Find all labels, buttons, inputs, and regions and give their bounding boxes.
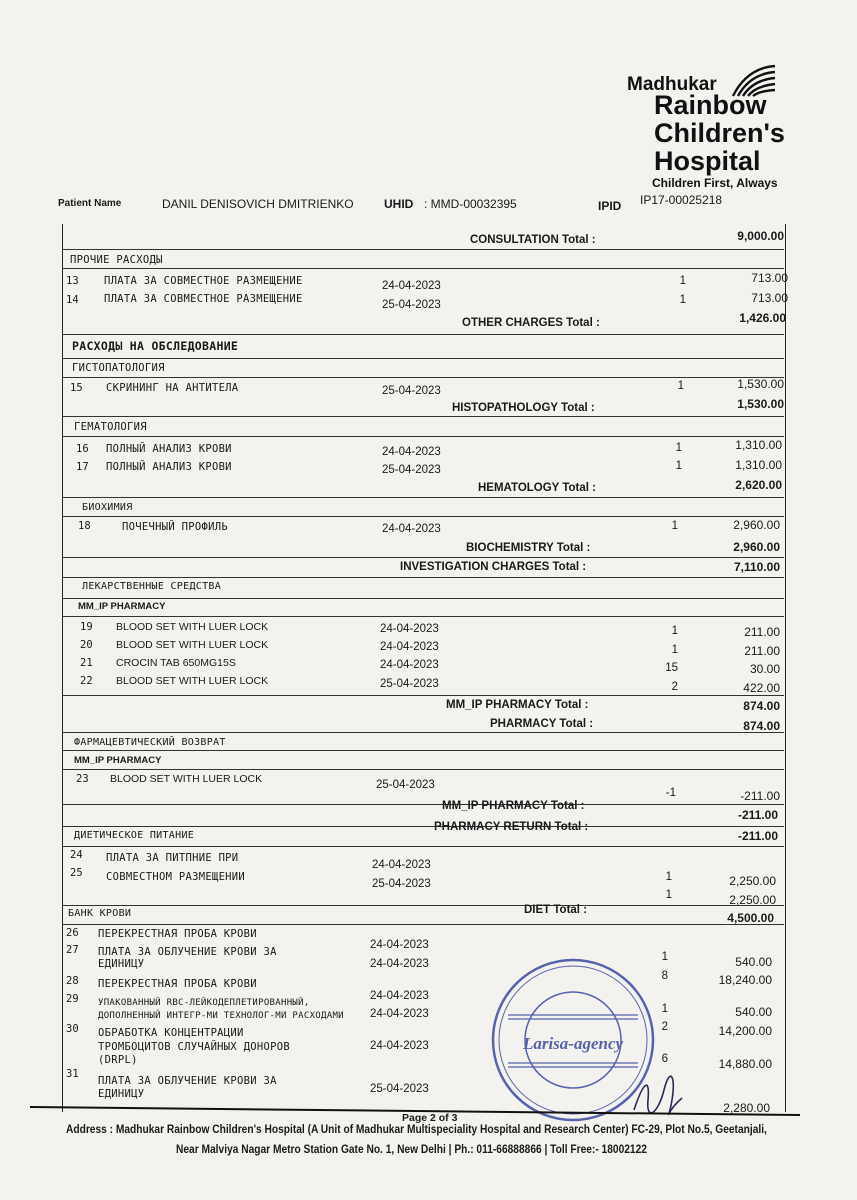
row-no: 14: [66, 294, 79, 306]
row-date: 24-04-2023: [370, 958, 429, 970]
row-no: 29: [66, 993, 79, 1005]
diet-total-label: DIET Total :: [524, 904, 588, 916]
row-date: 24-04-2023: [370, 990, 429, 1002]
rule: [62, 616, 784, 617]
row-amount: 713.00: [751, 291, 788, 305]
row-desc: ПЕРЕКРЕСТНАЯ ПРОБА КРОВИ: [98, 978, 257, 990]
row-date: 24-04-2023: [380, 623, 439, 635]
row-date: 25-04-2023: [382, 299, 441, 311]
row-qty: 15: [665, 662, 678, 674]
row-qty: 2: [671, 681, 678, 693]
row-qty: 1: [671, 644, 678, 656]
pharmacy-subheading: MM_IP PHARMACY: [78, 601, 166, 612]
logo-line-2: Children's: [654, 118, 785, 148]
row-no: 19: [80, 621, 93, 633]
row-date: 24-04-2023: [380, 641, 439, 653]
row-amount: 2,250.00: [729, 874, 776, 888]
row-amount: 2,280.00: [723, 1101, 770, 1115]
row-date: 24-04-2023: [382, 446, 441, 458]
biochemistry-total-label: BIOCHEMISTRY Total :: [466, 542, 591, 554]
row-qty: 1: [675, 442, 682, 454]
pharmacy-total-value: 874.00: [743, 719, 780, 733]
row-date: 25-04-2023: [370, 1083, 429, 1095]
row-qty: 8: [661, 970, 668, 982]
row-date: 24-04-2023: [370, 1040, 429, 1052]
other-charges-total-value: 1,426.00: [739, 311, 786, 325]
signature-icon: [628, 1070, 688, 1118]
row-amount: 18,240.00: [718, 973, 772, 987]
rule: [62, 804, 784, 805]
row-date: 25-04-2023: [380, 678, 439, 690]
consultation-total-label: CONSULTATION Total :: [470, 234, 596, 246]
row-date: 25-04-2023: [382, 464, 441, 476]
rule: [62, 846, 784, 847]
row-date: 25-04-2023: [372, 878, 431, 890]
rule: [62, 436, 784, 437]
row-desc: BLOOD SET WITH LUER LOCK: [116, 675, 269, 687]
row-date: 24-04-2023: [382, 523, 441, 535]
hematology-total-value: 2,620.00: [735, 478, 782, 492]
investigation-total-value: 7,110.00: [733, 560, 780, 574]
other-charges-total-label: OTHER CHARGES Total :: [462, 317, 600, 329]
rule: [62, 577, 784, 578]
pharmacy-return-total-value: -211.00: [737, 829, 778, 843]
return-mm-ip-total-value: -211.00: [737, 808, 778, 822]
row-amount: 540.00: [735, 955, 772, 969]
row-qty: -1: [665, 787, 676, 799]
investigation-heading: РАСХОДЫ НА ОБСЛЕДОВАНИЕ: [72, 339, 239, 353]
row-qty: 1: [677, 380, 684, 392]
rule: [62, 769, 784, 770]
row-desc: ПОЧЕЧНЫЙ ПРОФИЛЬ: [122, 521, 228, 533]
row-amount: 211.00: [744, 644, 780, 658]
row-amount: 1,310.00: [735, 458, 782, 472]
biochemistry-heading: БИОХИМИЯ: [82, 502, 133, 513]
page-number: Page 2 of 3: [402, 1112, 458, 1124]
row-desc: ЕДИНИЦУ: [98, 958, 145, 970]
row-date: 24-04-2023: [380, 659, 439, 671]
row-desc: ПЛАТА ЗА СОВМЕСТНОЕ РАЗМЕЩЕНИЕ: [104, 275, 303, 287]
rule: [62, 516, 784, 517]
pharmacy-heading: ЛЕКАРСТВЕННЫЕ СРЕДСТВА: [82, 581, 222, 592]
row-amount: 211.00: [744, 625, 780, 639]
rule: [62, 557, 784, 558]
row-desc: ДОПОЛНЕННЫЙ ИНТЕГР-МИ ТЕХНОЛОГ-МИ РАСХОДАМИ: [98, 1011, 344, 1021]
rule: [62, 268, 784, 269]
row-no: 28: [66, 975, 79, 987]
row-desc: ПЛАТА ЗА СОВМЕСТНОЕ РАЗМЕЩЕНИЕ: [104, 293, 303, 305]
mm-ip-pharmacy-total-value: 874.00: [743, 699, 780, 713]
row-amount: 2,250.00: [729, 893, 776, 907]
row-no: 23: [76, 773, 89, 785]
row-desc: CROCIN TAB 650MG15S: [116, 657, 236, 669]
footer-address-line-1: Address : Madhukar Rainbow Children's Hospital (A Unit of Madhukar Multispeciality Hospital and Research Center) FC-29, Plot No.5, Geetanjali,: [66, 1122, 767, 1136]
row-no: 22: [80, 675, 93, 687]
histopathology-heading: ГИСТОПАТОЛОГИЯ: [72, 362, 165, 374]
row-desc: СОВМЕСТНОМ РАЗМЕЩЕНИИ: [106, 871, 246, 883]
return-mm-ip-total-label: MM_IP PHARMACY Total :: [442, 800, 585, 812]
hematology-heading: ГЕМАТОЛОГИЯ: [74, 421, 147, 433]
row-amount: 422.00: [743, 681, 780, 695]
row-no: 13: [66, 275, 79, 287]
row-date: 24-04-2023: [372, 859, 431, 871]
row-amount: 713.00: [751, 271, 788, 285]
logo-line-3: Hospital: [654, 146, 761, 176]
row-desc: (DRPL): [98, 1054, 138, 1066]
row-no: 31: [66, 1068, 79, 1080]
row-desc: ПЛАТА ЗА ПИТПНИЕ ПРИ: [106, 852, 239, 864]
row-no: 24: [70, 849, 83, 861]
row-qty: 1: [665, 871, 672, 883]
row-amount: 1,530.00: [737, 377, 784, 391]
logo-brand: Madhukar: [627, 74, 717, 95]
rule: [62, 905, 784, 906]
rule: [62, 416, 784, 417]
biochemistry-total-value: 2,960.00: [733, 540, 780, 554]
investigation-total-label: INVESTIGATION CHARGES Total :: [400, 561, 587, 573]
rule: [62, 695, 784, 696]
row-qty: 1: [679, 275, 686, 287]
row-qty: 2: [661, 1021, 668, 1033]
row-desc: BLOOD SET WITH LUER LOCK: [116, 639, 269, 651]
row-desc: ТРОМБОЦИТОВ СЛУЧАЙНЫХ ДОНОРОВ: [98, 1041, 291, 1053]
consultation-total-value: 9,000.00: [737, 229, 784, 243]
row-amount: 14,200.00: [718, 1024, 772, 1038]
row-desc: ПЛАТА ЗА ОБЛУЧЕНИЕ КРОВИ ЗА: [98, 1075, 277, 1087]
row-no: 30: [66, 1023, 79, 1035]
pharmacy-return-subheading: MM_IP PHARMACY: [74, 755, 162, 766]
row-desc: ПЕРЕКРЕСТНАЯ ПРОБА КРОВИ: [98, 928, 257, 940]
histopathology-total-value: 1,530.00: [737, 397, 784, 411]
rule: [62, 750, 784, 751]
row-qty: 1: [671, 520, 678, 532]
row-desc: ПОЛНЫЙ АНАЛИЗ КРОВИ: [106, 443, 232, 455]
row-no: 17: [76, 461, 89, 473]
row-qty: 1: [675, 460, 682, 472]
diet-heading: ДИЕТИЧЕСКОЕ ПИТАНИЕ: [74, 830, 195, 841]
blood-bank-heading: БАНК КРОВИ: [68, 908, 132, 919]
row-desc: BLOOD SET WITH LUER LOCK: [110, 773, 263, 785]
row-qty: 1: [679, 294, 686, 306]
stamp-center-text: Larisa-agency: [522, 1034, 624, 1053]
row-date: 25-04-2023: [382, 385, 441, 397]
row-no: 18: [78, 520, 91, 532]
uhid-label: UHID: [384, 197, 414, 211]
row-qty: 1: [665, 889, 672, 901]
row-qty: 1: [661, 1003, 668, 1015]
row-no: 20: [80, 639, 93, 651]
footer-address-line-2: Near Malviya Nagar Metro Station Gate No. 1, New Delhi | Ph.: 011-66888866 | Toll Free:- 18002122: [176, 1142, 647, 1156]
pharmacy-return-heading: ФАРМАЦЕВТИЧЕСКИЙ ВОЗВРАТ: [74, 737, 226, 748]
pharmacy-return-total-label: PHARMACY RETURN Total :: [434, 821, 589, 833]
histopathology-total-label: HISTOPATHOLOGY Total :: [452, 402, 595, 414]
mm-ip-pharmacy-total-label: MM_IP PHARMACY Total :: [446, 699, 589, 711]
rule: [62, 826, 784, 827]
row-no: 16: [76, 443, 89, 455]
row-no: 27: [66, 944, 79, 956]
rule: [62, 497, 784, 498]
row-desc: ОБРАБОТКА КОНЦЕНТРАЦИИ: [98, 1027, 244, 1039]
row-amount: 540.00: [735, 1005, 772, 1019]
rule: [62, 598, 784, 599]
row-no: 21: [80, 657, 93, 669]
rule: [62, 924, 784, 925]
row-date: 24-04-2023: [370, 939, 429, 951]
row-no: 26: [66, 927, 79, 939]
uhid-value: : MMD-00032395: [424, 197, 517, 211]
row-amount: 14,880.00: [718, 1057, 772, 1071]
ipid-label: IPID: [598, 199, 622, 213]
rule: [62, 358, 784, 359]
row-amount: -211.00: [740, 789, 780, 803]
pharmacy-total-label: PHARMACY Total :: [490, 718, 594, 730]
ipid-value: IP17-00025218: [640, 193, 723, 207]
patient-name: DANIL DENISOVICH DMITRIENKO: [162, 197, 354, 211]
rule: [62, 377, 784, 378]
other-charges-heading: ПРОЧИЕ РАСХОДЫ: [70, 254, 163, 266]
row-no: 15: [70, 382, 83, 394]
row-date: 24-04-2023: [382, 280, 441, 292]
patient-name-label: Patient Name: [58, 198, 122, 209]
row-amount: 30.00: [749, 662, 780, 676]
rule: [62, 334, 784, 335]
row-desc: СКРИНИНГ НА АНТИТЕЛА: [106, 382, 239, 394]
row-desc: ЕДИНИЦУ: [98, 1088, 145, 1100]
hematology-total-label: HEMATOLOGY Total :: [478, 482, 596, 494]
row-desc: BLOOD SET WITH LUER LOCK: [116, 621, 269, 633]
row-desc: ПОЛНЫЙ АНАЛИЗ КРОВИ: [106, 461, 232, 473]
logo-tagline: Children First, Always: [652, 176, 778, 190]
diet-total-value: 4,500.00: [727, 911, 774, 925]
row-desc: УПАКОВАННЫЙ RBC-ЛЕЙКОДЕПЛЕТИРОВАННЫЙ,: [98, 998, 310, 1008]
row-amount: 1,310.00: [735, 438, 782, 452]
row-desc: ПЛАТА ЗА ОБЛУЧЕНИЕ КРОВИ ЗА: [98, 946, 277, 958]
row-qty: 6: [661, 1053, 668, 1065]
row-no: 25: [70, 867, 83, 879]
row-amount: 2,960.00: [733, 518, 780, 532]
row-date: 24-04-2023: [370, 1008, 429, 1020]
row-date: 25-04-2023: [376, 779, 435, 791]
rule: [62, 732, 784, 733]
logo-line-1: Rainbow: [654, 90, 767, 120]
row-qty: 1: [671, 625, 678, 637]
rule: [62, 249, 784, 250]
row-qty: 1: [661, 951, 668, 963]
